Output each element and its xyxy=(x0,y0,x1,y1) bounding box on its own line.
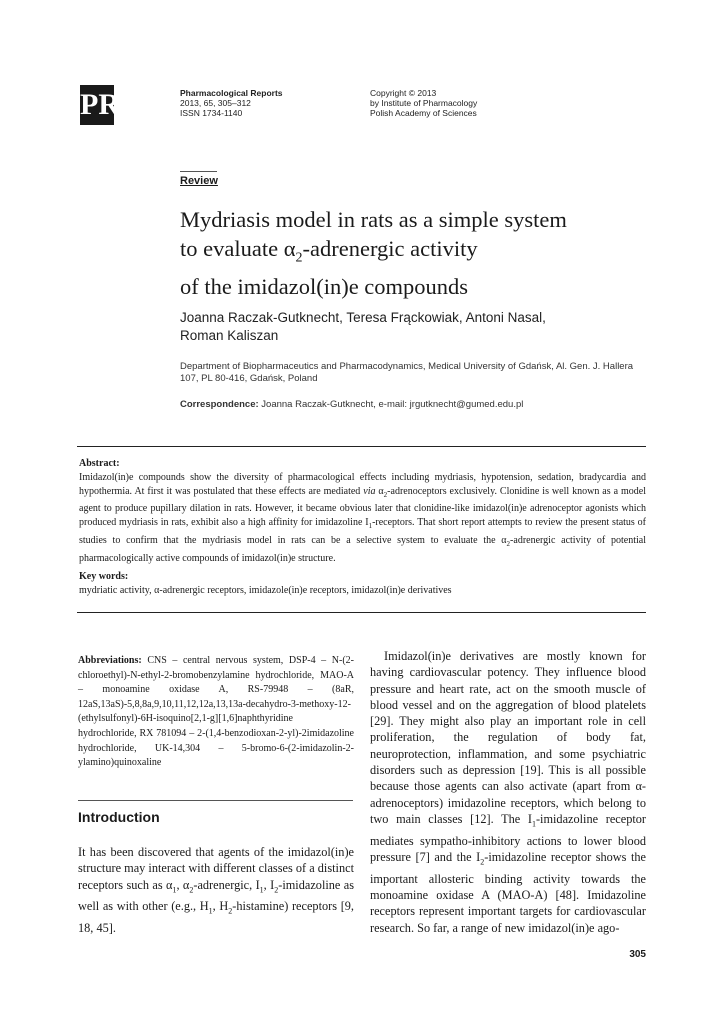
title-line-1: Mydriasis model in rats as a simple system xyxy=(180,207,567,232)
title-line-3: of the imidazol(in)e compounds xyxy=(180,273,469,299)
author-list xyxy=(180,309,640,344)
abstract-bottom-rule xyxy=(77,612,646,613)
copyright-info xyxy=(370,88,477,118)
copyright-line: Copyright © 2013 xyxy=(370,88,437,98)
section-label: Review xyxy=(180,175,218,187)
abstract-text: Imidazol(in)e compounds show the diversity of pharmacological effects including mydriasis, hypotension, sedation, bradycardia and hypothermia. At first it was postulated that these effects are mediated via $\alpha_2$-adrenoceptors exclusively. Clonidine is well known as a model agent to produce pupillary dilation in rats. However, it became obvious later that clonidine-like imidazol(in)e adrenoceptor agonists which produced mydriasis in rats, exhibit also a high affinity for imidazoline $I_1$-receptors. That short report attempts to review the present status of studies to confirm that the mydriasis model in rats can be a selective system to evaluate the $\alpha_2$-adrenergic activity of potential pharmacologically active compounds of imidazol(in)e structure. xyxy=(79,472,646,564)
publisher-line: by Institute of Pharmacology xyxy=(370,98,478,108)
introduction-heading: Introduction xyxy=(78,809,160,825)
abbreviations xyxy=(78,654,354,771)
introduction-paragraph: It has been discovered that agents of the imidazol(in)e structure may interact with different classes of a distinct receptors such as $\alpha_1$, $\alpha_2$-adrenergic, $I_1$, $I_2$-imidazoline as well as with other (e.g., $H_1$, $H_2-histamine$) receptors [9, 18, 45]. xyxy=(78,845,355,936)
journal-info xyxy=(180,88,283,118)
authors-line-1: Joanna Raczak-Gutknecht, Teresa Frąckowiak, Antoni Nasal, xyxy=(180,310,546,325)
affiliation: Department of Biopharmaceutics and Pharmacodynamics, Medical University of Gdańsk, Al. Gen. J. Hallera 107, PL 80-416, Gdańsk, Poland xyxy=(180,361,634,384)
abbreviations-label: Abbreviations: xyxy=(78,655,142,666)
correspondence-text: Joanna Raczak-Gutknecht, e-mail: jrgutknecht@gumed.edu.pl xyxy=(261,399,524,410)
keywords-heading: Key words: xyxy=(79,571,129,582)
abstract-heading: Abstract: xyxy=(79,458,120,469)
journal-volume: 2013, 65, 305–312 xyxy=(180,98,251,108)
abstract-top-rule xyxy=(77,446,646,447)
title-line-2: to evaluate $\alpha_2$-adrenergic activity xyxy=(180,235,478,265)
right-column-paragraph: Imidazol(in)e derivatives are mostly known for having cardiovascular potency. They influence blood pressure and heart rate, act on the smooth muscle of blood vessel and on the aggregation of blood platelets [29]. They might also play an important role in cell proliferation, the regulation of body fat, neuroprotection, inflammation, and some psychiatric disorders such as depression [19]. This is all possible because those agents can also activate (apart from α-adrenoceptors) imidazoline receptors, which belong to two main classes [12]. The $I_1$-imidazoline receptor mediates sympatho-inhibitory actions to lower blood pressure [7] and the $I_2$-imidazoline receptor shows the important allosteric binding activity towards the monoamine oxidase A (MAO-A) [48]. Imidazoline receptors represent important targets for cardiovascular research. So far, a range of new imidazol(in)e ago- xyxy=(370,649,646,935)
section-label-rule xyxy=(180,171,217,172)
keywords-text: mydriatic activity, α-adrenergic receptors, imidazole(in)e receptors, imidazol(in)e derivatives xyxy=(79,585,452,596)
article-title xyxy=(180,206,650,301)
authors-line-2: Roman Kaliszan xyxy=(180,327,279,343)
publisher-org-line: Polish Academy of Sciences xyxy=(370,108,477,118)
page-number: 305 xyxy=(629,949,646,960)
journal-name: Pharmacological Reports xyxy=(180,88,283,98)
column-divider-rule xyxy=(78,800,353,801)
correspondence-label: Correspondence: xyxy=(180,399,259,410)
journal-issn: ISSN 1734-1140 xyxy=(180,108,243,118)
journal-logo: PR xyxy=(80,85,114,125)
correspondence xyxy=(180,399,650,411)
abbreviations-text: CNS – central nervous system, DSP-4 – N-(2-chloroethyl)-N-ethyl-2-bromobenzylamine hydrochloride, MAO-A – monoamine oxidase A, RS-79948 – (8aR, 12aS,13aS)-5,8,8a,9,10,11,12,12a,13,13a-decahydro-3-methoxy-12-(ethylsulfonyl)-6H-isoquino[2,1-g][1,6]naphthyridine hydrochloride, RX 781094 – 2-(1,4-benzodioxan-2-yl)-2imidazoline hydrochloride, UK-14,304 – 5-bromo-6-(2-imidazolin-2-ylamino)quinoxaline xyxy=(78,655,354,769)
